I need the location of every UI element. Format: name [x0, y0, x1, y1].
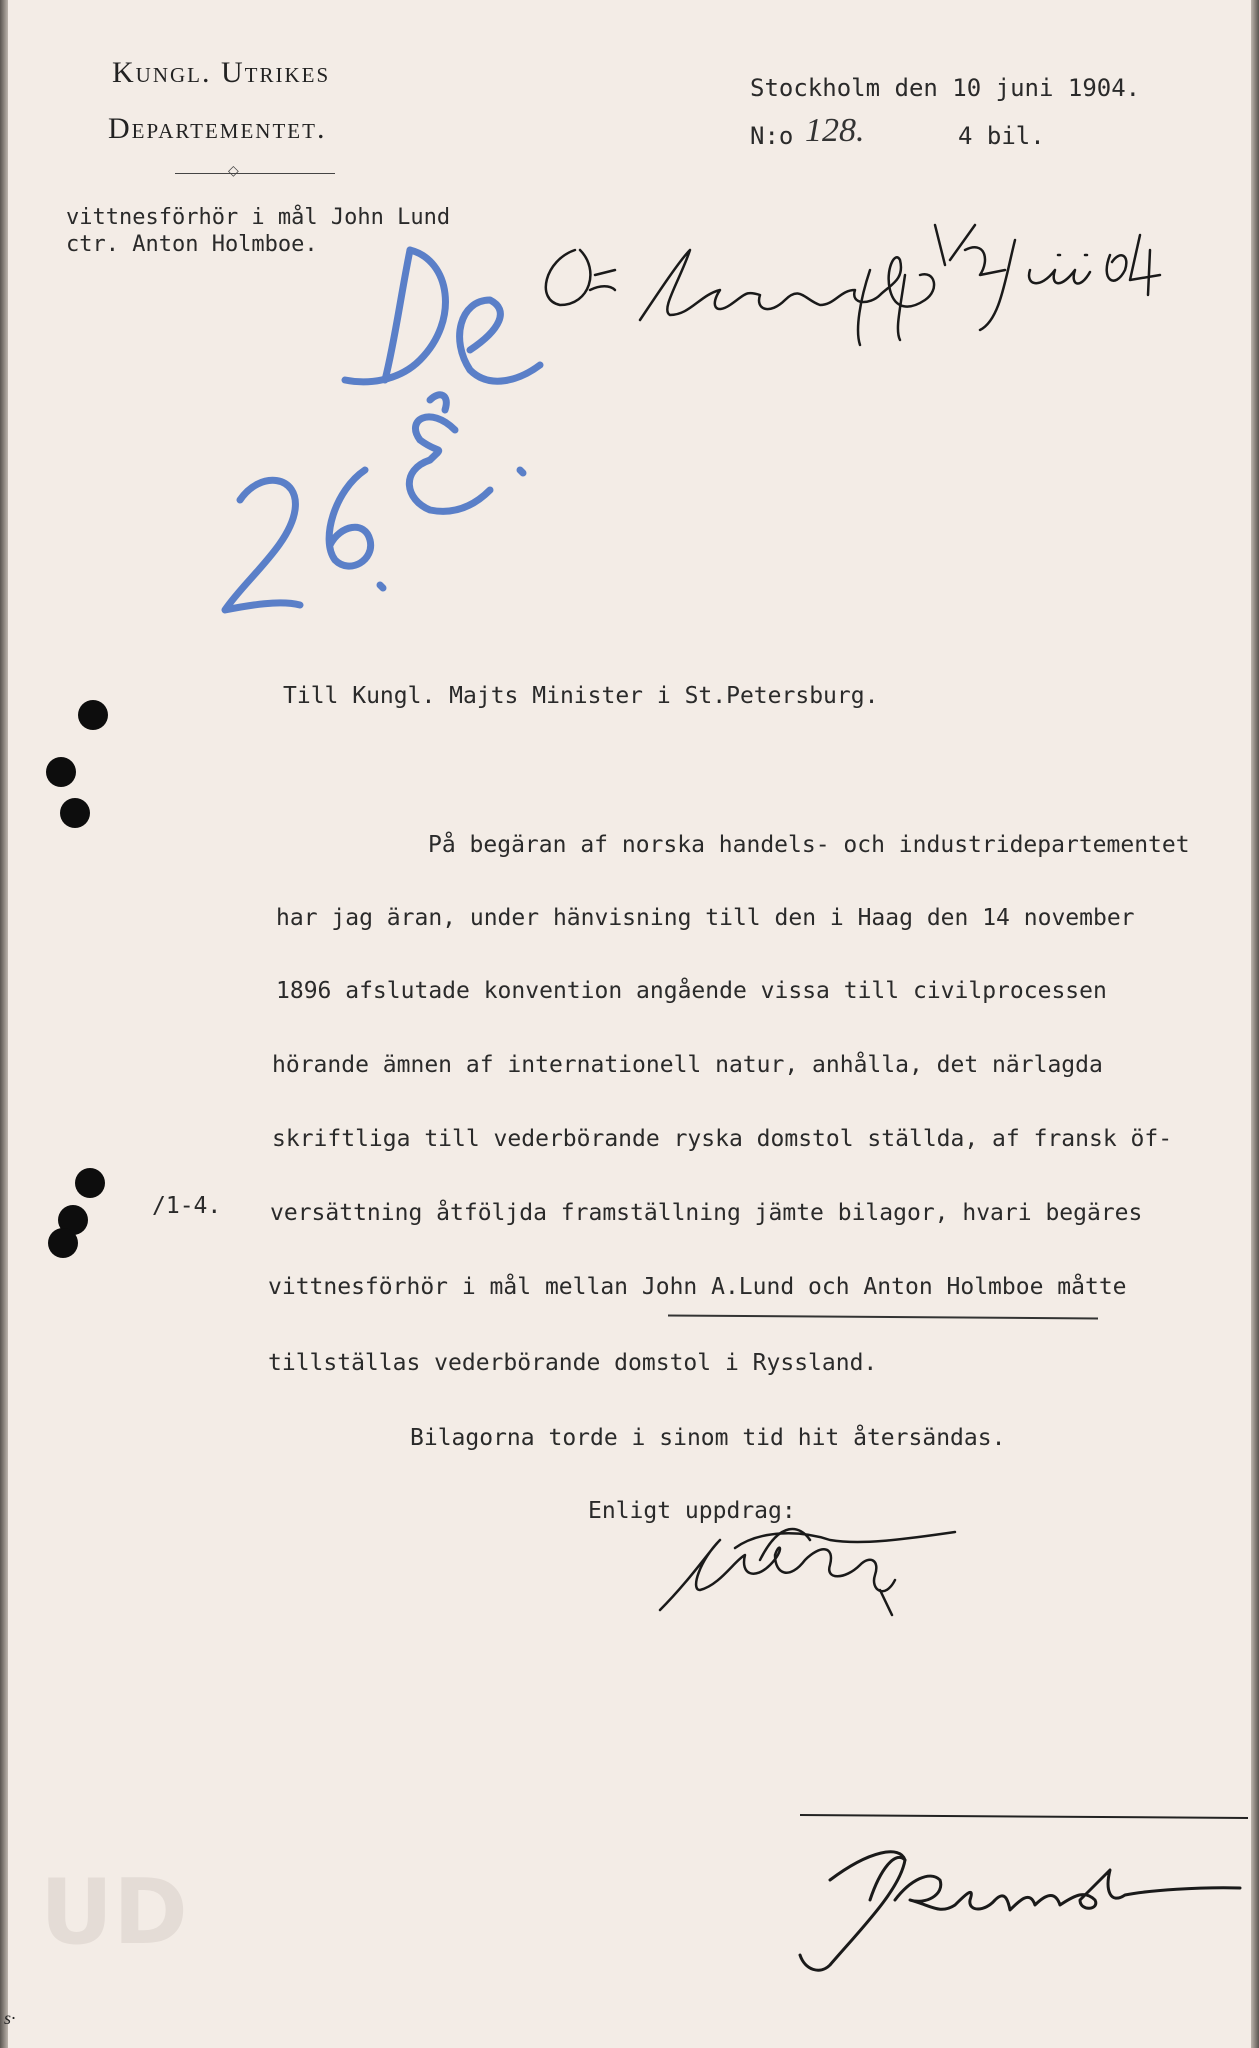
punch-hole: [46, 757, 76, 787]
margin-reference: /1-4.: [152, 1193, 222, 1219]
body-line-5: skriftliga till vederbörande ryska domstol ställda, af fransk öf-: [272, 1126, 1173, 1152]
letterhead-line2: Departementet.: [108, 112, 327, 145]
reference-number: 128.: [805, 112, 865, 149]
punch-hole: [48, 1228, 78, 1258]
subject-line2: ctr. Anton Holmboe.: [66, 232, 318, 257]
signature-ramel: [800, 1852, 1240, 1970]
attachments-count: 4 bil.: [958, 122, 1045, 150]
body-line-6: versättning åtföljda framställning jämte bilagor, hvari begäres: [270, 1200, 1143, 1226]
dateline: Stockholm den 10 juni 1904.: [750, 74, 1141, 102]
blue-pencil-de-annotation: [345, 250, 540, 382]
body-line-1: På begäran af norska handels- och industridepartementet: [428, 832, 1190, 858]
faded-stamp: UD: [40, 1860, 188, 1965]
punch-hole: [78, 700, 108, 730]
corner-mark: s·: [4, 2008, 16, 2028]
body-line-4: hörande ämnen af internationell natur, anhålla, det närlagda: [272, 1052, 1103, 1078]
letterhead-ornament: ◇: [228, 164, 239, 179]
signature-middle: [660, 1529, 955, 1615]
signature-rule: [800, 1815, 1248, 1818]
enligt-uppdrag: Enligt uppdrag:: [588, 1498, 796, 1524]
body-line-2: har jag äran, under hänvisning till den i Haag den 14 november: [276, 905, 1135, 931]
ink-lamsdorff-annotation: [546, 225, 1160, 345]
body-line-8: tillställas vederbörande domstol i Ryssland.: [268, 1350, 878, 1376]
closing-line: Bilagorna torde i sinom tid hit återsändas.: [410, 1425, 1006, 1451]
letterhead-line1: Kungl. Utrikes: [112, 56, 331, 89]
addressee: Till Kungl. Majts Minister i St.Petersburg.: [283, 683, 879, 709]
blue-pencil-26e-annotation: [225, 395, 523, 610]
punch-hole: [60, 798, 90, 828]
subject-line1: vittnesförhör i mål John Lund: [66, 205, 451, 230]
body-line-3: 1896 afslutade konvention angående vissa till civilprocessen: [276, 978, 1107, 1004]
body-line-7: vittnesförhör i mål mellan John A.Lund och Anton Holmboe måtte: [268, 1274, 1127, 1300]
punch-hole: [75, 1168, 105, 1198]
reference-prefix: N:o: [750, 122, 794, 150]
